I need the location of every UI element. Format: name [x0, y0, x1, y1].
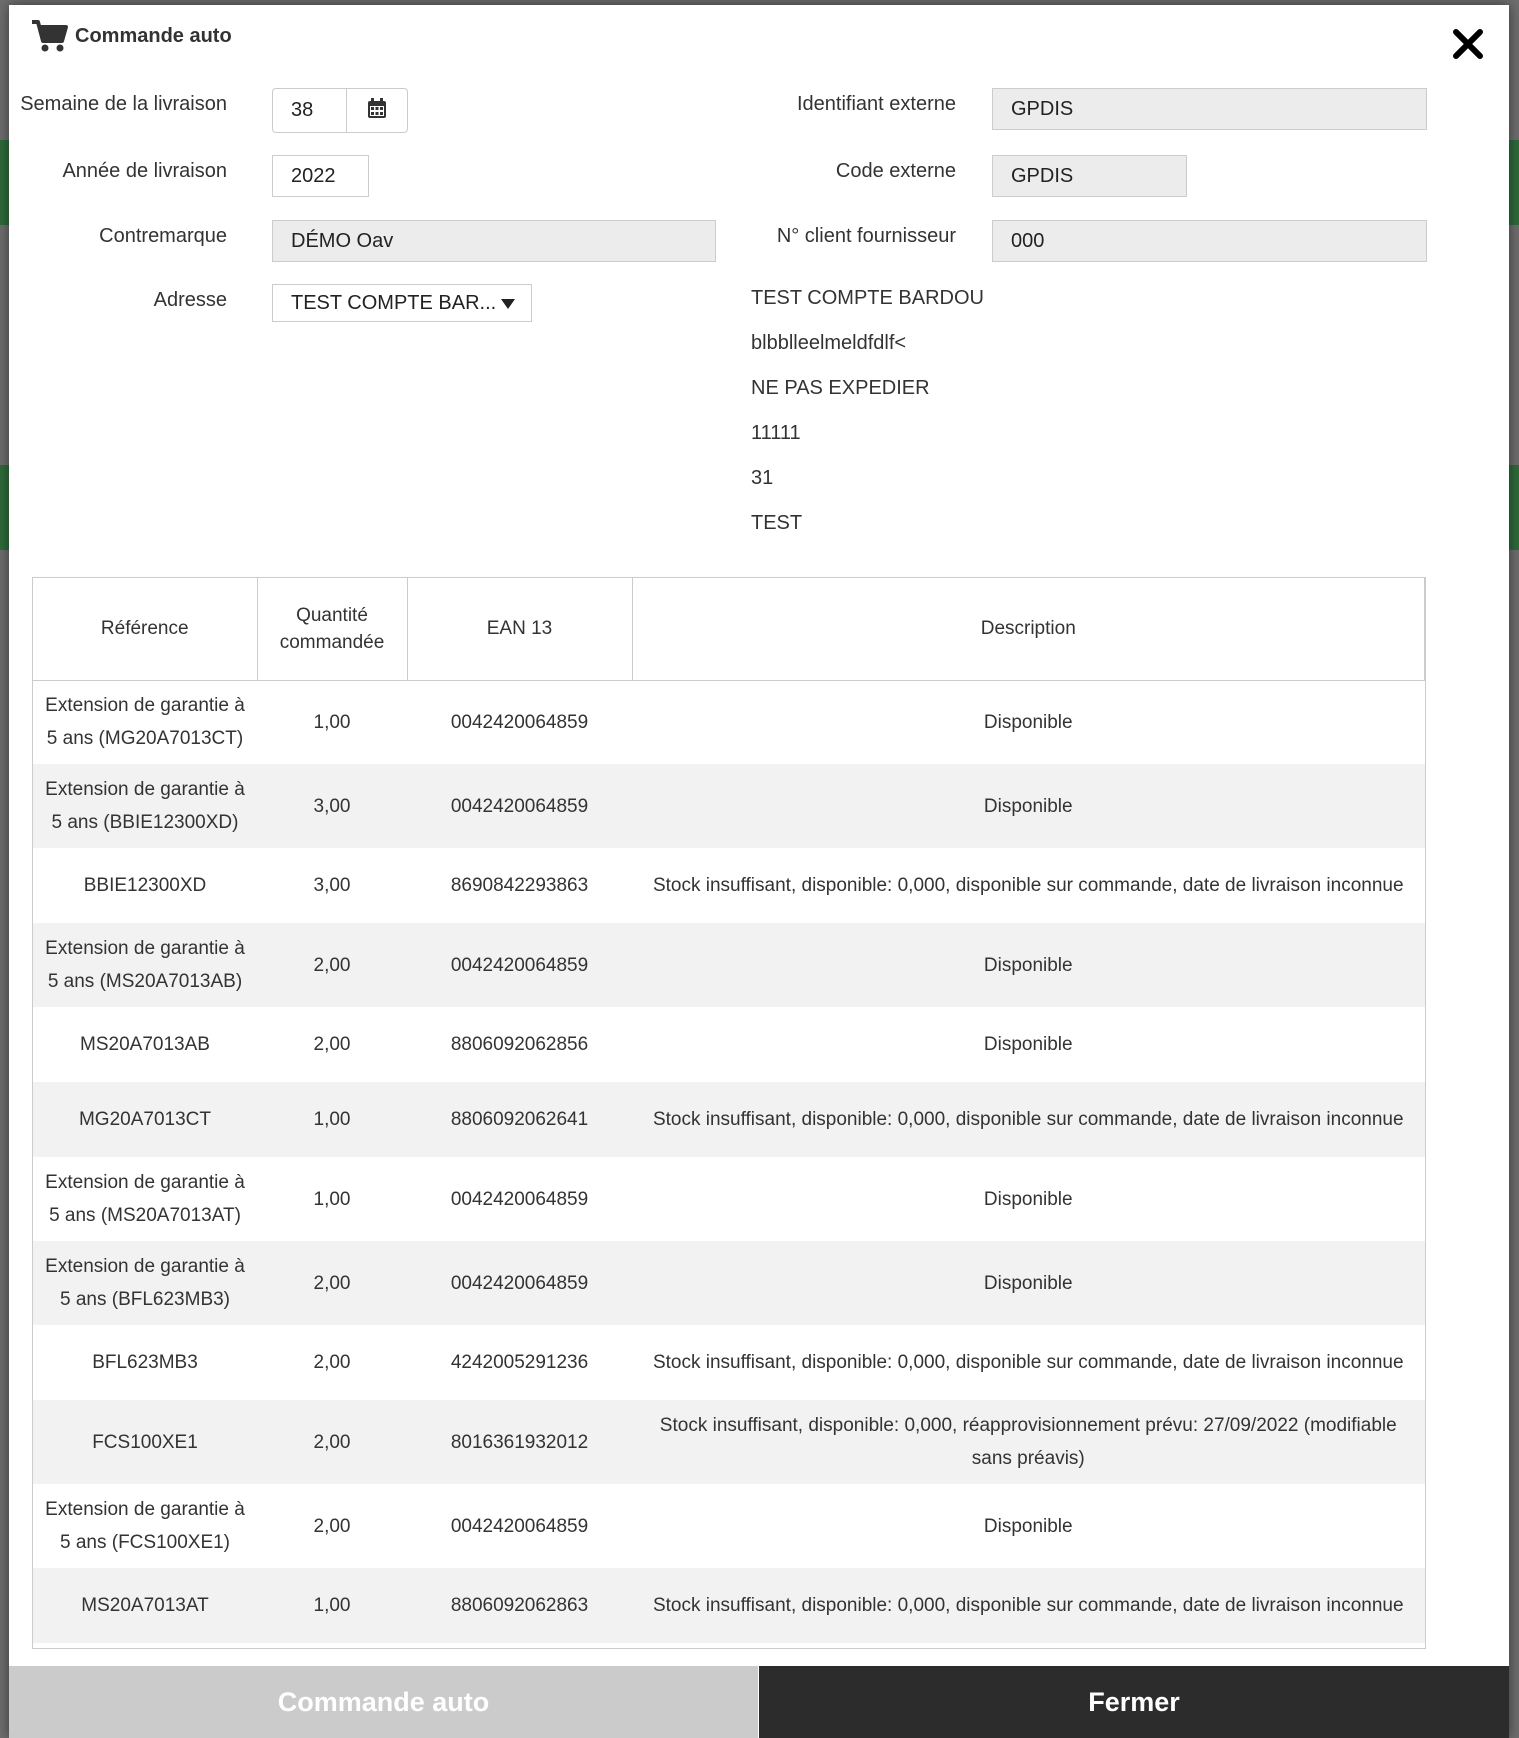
- cell-ean: 0042420064859: [450, 711, 589, 733]
- cell-quantity: 3,00: [313, 875, 351, 896]
- cell-reference: Extension de garantie à 5 ans (BFL623MB3): [33, 1241, 257, 1325]
- countermark-field: DÉMO Oav: [272, 220, 716, 262]
- cell-quantity: 1,00: [313, 1188, 351, 1210]
- table-row: [33, 923, 1425, 1007]
- cell-quantity: 1,00: [257, 1568, 407, 1643]
- supplier-client-no-field: 000: [992, 220, 1427, 262]
- cell-description: Disponible: [632, 1241, 1425, 1325]
- delivery-week-input[interactable]: 38: [272, 88, 347, 133]
- delivery-year-label: Année de livraison: [62, 160, 227, 182]
- cell-description: Stock insuffisant, disponible: 0,000, réapprovisionnement prévu: 27/09/2022 (modifiable sans préavis): [632, 1400, 1425, 1484]
- auto-order-modal: [9, 5, 1509, 1738]
- cell-ean: 8016361932012: [407, 1400, 632, 1484]
- cell-quantity: 3,00: [257, 764, 407, 848]
- table-row: [33, 764, 1425, 848]
- cell-quantity: 2,00: [313, 1352, 351, 1373]
- cell-quantity: 2,00: [257, 1241, 407, 1325]
- cell-ean: 4242005291236: [450, 1352, 589, 1373]
- cell-quantity: 2,00: [313, 1034, 351, 1055]
- table-row: [33, 1007, 1425, 1082]
- cell-reference: BFL623MB3: [92, 1352, 198, 1373]
- cell-reference: Extension de garantie à 5 ans (MG20A7013CT): [45, 695, 245, 750]
- cell-description: Disponible: [983, 711, 1073, 733]
- column-header-description: Description: [632, 578, 1425, 680]
- cell-ean: 0042420064859: [450, 1515, 589, 1537]
- delivery-year-input[interactable]: 2022: [272, 155, 369, 197]
- cart-icon: [31, 19, 69, 53]
- cell-quantity: 2,00: [257, 1400, 407, 1484]
- calendar-button[interactable]: [346, 88, 408, 133]
- address-line: blbblleelmeldfdlf<: [751, 332, 907, 354]
- table-row: [33, 1484, 1425, 1568]
- address-label: Adresse: [153, 289, 227, 311]
- cell-description: Disponible: [983, 1188, 1073, 1210]
- close-icon[interactable]: [1451, 27, 1485, 61]
- caret-down-icon: [501, 299, 515, 309]
- table-header-row: [33, 578, 1425, 680]
- cell-description: Stock insuffisant, disponible: 0,000, disponible sur commande, date de livraison inconnue: [652, 875, 1404, 896]
- cell-quantity: 1,00: [257, 1082, 407, 1157]
- cell-description: Stock insuffisant, disponible: 0,000, disponible sur commande, date de livraison inconnue: [632, 1568, 1425, 1643]
- table-row: [33, 1241, 1425, 1325]
- cell-description: Disponible: [632, 764, 1425, 848]
- external-id-label: Identifiant externe: [797, 93, 956, 115]
- cell-quantity: 2,00: [257, 923, 407, 1007]
- table-row: [33, 1082, 1425, 1157]
- calendar-icon: [367, 97, 387, 125]
- cell-reference: Extension de garantie à 5 ans (BBIE12300XD): [33, 764, 257, 848]
- cell-ean: 8806092062641: [407, 1082, 632, 1157]
- delivery-week-label: Semaine de la livraison: [20, 93, 227, 115]
- address-select-value: TEST COMPTE BAR...: [291, 292, 497, 314]
- address-line: 31: [751, 467, 774, 489]
- external-id-field: GPDIS: [992, 88, 1427, 130]
- cell-quantity: 1,00: [313, 711, 351, 733]
- table-row: [33, 1400, 1425, 1484]
- order-lines-table: [32, 577, 1426, 1649]
- modal-title: Commande auto: [75, 24, 232, 47]
- cell-description: Disponible: [632, 923, 1425, 1007]
- cell-ean: 8690842293863: [450, 875, 589, 896]
- cell-reference: Extension de garantie à 5 ans (MS20A7013AT): [45, 1172, 245, 1226]
- cell-ean: 8806092062863: [407, 1568, 632, 1643]
- table-row: [33, 1157, 1425, 1241]
- countermark-label: Contremarque: [99, 225, 227, 247]
- cell-reference: MS20A7013AB: [80, 1034, 210, 1055]
- address-line: TEST COMPTE BARDOU: [751, 287, 984, 309]
- address-line: TEST: [751, 512, 803, 534]
- table-row: [33, 1568, 1425, 1643]
- external-code-label: Code externe: [835, 160, 956, 182]
- table-row: [33, 1325, 1425, 1400]
- table-row: [33, 848, 1425, 923]
- cell-ean: 0042420064859: [407, 764, 632, 848]
- cell-reference: Extension de garantie à 5 ans (FCS100XE1): [45, 1499, 245, 1553]
- modal-header: [31, 19, 232, 53]
- supplier-client-no-label: N° client fournisseur: [776, 225, 956, 247]
- column-header-quantity: Quantité commandée: [257, 578, 407, 680]
- cell-reference: FCS100XE1: [33, 1400, 257, 1484]
- address-details: [751, 280, 984, 550]
- column-header-reference: Référence: [33, 578, 257, 680]
- table-row: [33, 680, 1425, 764]
- cell-ean: 0042420064859: [407, 923, 632, 1007]
- address-line: NE PAS EXPEDIER: [751, 377, 930, 399]
- cell-quantity: 2,00: [313, 1515, 351, 1537]
- cell-description: Stock insuffisant, disponible: 0,000, disponible sur commande, date de livraison inconnue: [632, 1082, 1425, 1157]
- cell-ean: 0042420064859: [407, 1241, 632, 1325]
- column-header-ean: EAN 13: [407, 578, 632, 680]
- cell-description: Disponible: [983, 1515, 1073, 1537]
- cell-description: Disponible: [983, 1034, 1073, 1055]
- cell-ean: 0042420064859: [450, 1188, 589, 1210]
- cell-description: Stock insuffisant, disponible: 0,000, disponible sur commande, date de livraison inconnue: [652, 1352, 1404, 1373]
- cell-reference: BBIE12300XD: [83, 875, 207, 896]
- cell-reference: Extension de garantie à 5 ans (MS20A7013AB): [33, 923, 257, 1007]
- cell-reference: MG20A7013CT: [33, 1082, 257, 1157]
- address-select[interactable]: [272, 284, 532, 322]
- cell-reference: MS20A7013AT: [33, 1568, 257, 1643]
- external-code-field: GPDIS: [992, 155, 1187, 197]
- auto-order-button[interactable]: Commande auto: [9, 1666, 758, 1738]
- address-line: 11111: [751, 422, 801, 444]
- close-button[interactable]: Fermer: [759, 1666, 1509, 1738]
- cell-ean: 8806092062856: [450, 1034, 589, 1055]
